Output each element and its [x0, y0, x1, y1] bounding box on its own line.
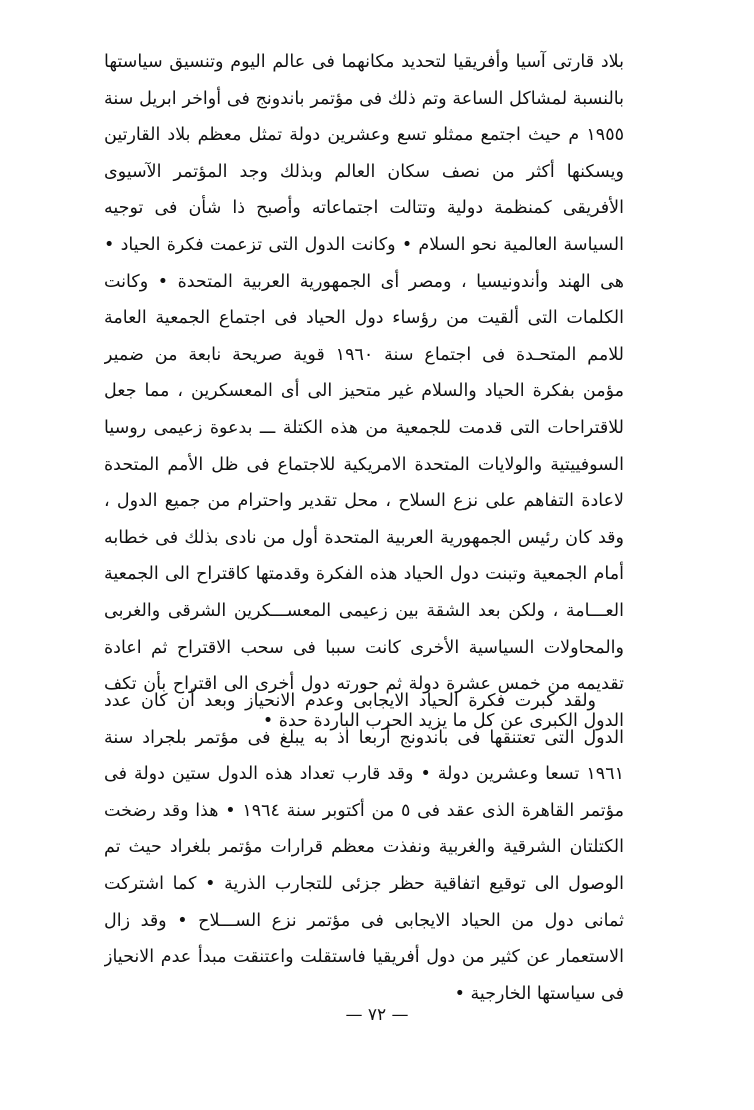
- page-number: — ٧٢ —: [345, 1005, 409, 1025]
- text-line: فى سياستها الخارجية •: [454, 983, 624, 1004]
- text-line: أمام الجمعية وتبنت دول الحياد هذه الفكرة وقدمتها كاقتراح الى الجمعية: [104, 564, 624, 585]
- text-line: الكلمات التى ألقيت من رؤساء دول الحياد فى اجتماع الجمعية العامة: [104, 308, 624, 329]
- text-line: وقد كان رئيس الجمهورية العربية المتحدة أول من نادى بذلك فى خطابه: [104, 527, 624, 548]
- text-line: بالنسبة لمشاكل الساعة وتم ذلك فى مؤتمر باندونج فى أواخر ابريل سنة: [104, 88, 624, 109]
- text-line: ١٩٥٥ م حيث اجتمع ممثلو تسع وعشرين دولة تمثل معظم بلاد القارتين: [104, 125, 624, 146]
- text-line: الوصول الى توقيع اتفاقية حظر جزئى للتجارب الذرية • كما اشتركت: [104, 873, 624, 894]
- text-line: للامم المتحـدة فى اجتماع سنة ١٩٦٠ قوية صريحة نابعة من ضمير: [104, 344, 624, 365]
- text-line: الدول التى تعتنقها فى باندونج أربعا اذ به يبلغ فى مؤتمر بلجراد سنة: [104, 727, 624, 748]
- text-line: بلاد قارتى آسيا وأفريقيا لتحديد مكانهما فى عالم اليوم وتنسيق سياستها: [104, 52, 624, 72]
- text-line: السياسة العالمية نحو السلام • وكانت الدول التى تزعمت فكرة الحياد •: [104, 234, 624, 255]
- text-line: السوفييتية والولايات المتحدة الامريكية للاجتماع فى ظل الأمم المتحدة: [104, 454, 624, 475]
- text-line: ولقد كبرت فكرة الحياد الايجابى وعدم الانحياز وبعد أن كان عدد: [104, 691, 596, 711]
- paragraph-2: [104, 683, 624, 1012]
- text-line: والمحاولات السياسية الأخرى كانت سببا فى سحب الاقتراح ثم اعادة: [104, 637, 624, 658]
- text-line: هى الهند وأندونيسيا ، ومصر أى الجمهورية العربية المتحدة • وكانت: [104, 271, 624, 292]
- text-line: ١٩٦١ تسعا وعشرين دولة • وقد قارب تعداد هذه الدول ستين دولة فى: [104, 764, 624, 785]
- text-line: مؤمن بفكرة الحياد والسلام غير متحيز الى أى المعسكرين ، مما جعل: [104, 381, 624, 402]
- text-line: لاعادة التفاهم على نزع السلاح ، محل تقدير واحترام من جميع الدول ،: [104, 491, 624, 512]
- text-line: للاقتراحات التى قدمت للجمعية من هذه الكتلة ـــ بدعوة زعيمى روسيا: [104, 417, 624, 438]
- text-line: الأفريقى كمنظمة دولية وتتالت اجتماعاته وأصبح ذا شأن فى توجيه: [104, 198, 624, 219]
- text-line: تقديمه من خمس عشرة دولة ثم حورته دول أخرى الى اقتراح بأن تكف: [104, 674, 624, 695]
- text-line: مؤتمر القاهرة الذى عقد فى ٥ من أكتوبر سنة ١٩٦٤ • هذا وقد رضخت: [104, 800, 624, 821]
- text-line: الاستعمار عن كثير من دول أفريقيا فاستقلت واعتنقت مبدأ عدم الانحياز: [104, 947, 624, 968]
- paragraph-1: [104, 44, 624, 739]
- text-line: الدول الكبرى عن كل ما يزيد الحرب الباردة حدة •: [262, 710, 624, 731]
- text-line: الكتلتان الشرقية والغربية ونفذت معظم قرارات مؤتمر بلغراد حيث تم: [104, 837, 624, 858]
- text-line: العـــامة ، ولكن بعد الشقة بين زعيمى المعســـكرين الشرقى والغربى: [104, 600, 624, 621]
- text-line: ثمانى دول من الحياد الايجابى فى مؤتمر نزع الســـلاح • وقد زال: [104, 910, 624, 931]
- text-line: ويسكنها أكثر من نصف سكان العالم وبذلك وجد المؤتمر الآسيوى: [104, 161, 624, 182]
